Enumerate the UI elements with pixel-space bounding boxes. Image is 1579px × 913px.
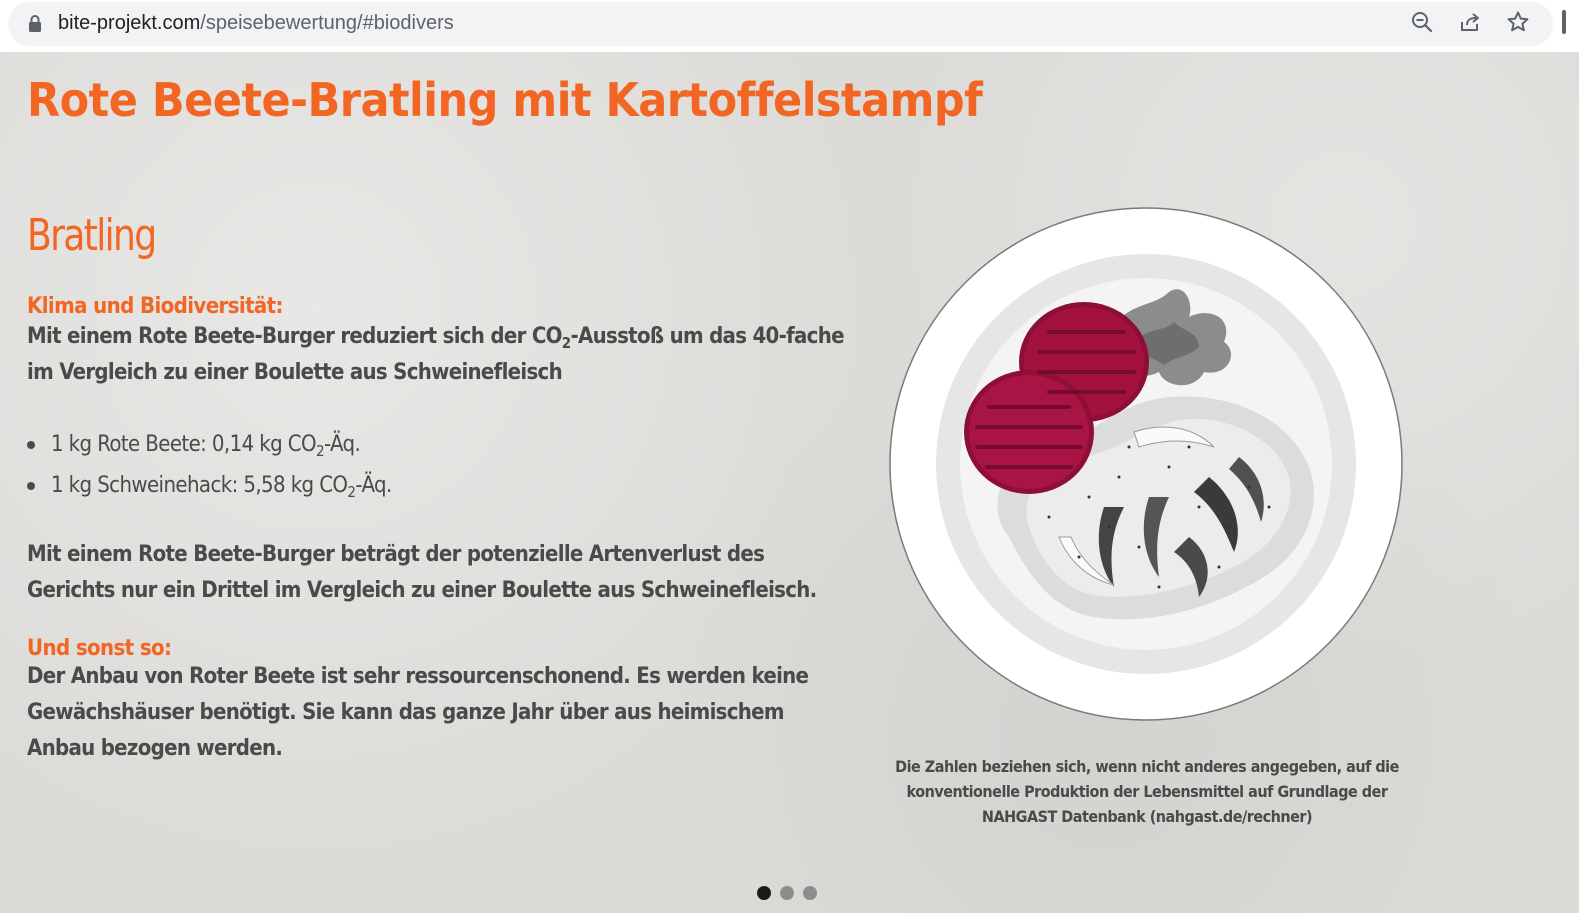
climate-intro-sub: 2 bbox=[561, 334, 571, 352]
share-icon[interactable] bbox=[1458, 10, 1482, 34]
biodiversity-text: Mit einem Rote Beete-Burger beträgt der potenzielle Artenverlust des Gerichts nur ein Drittel im Vergleich zu einer Boulette aus Schweinefleisch. bbox=[27, 542, 817, 603]
lock-icon[interactable] bbox=[26, 14, 44, 34]
other-heading: Und sonst so: bbox=[27, 636, 172, 661]
browser-toolbar bbox=[0, 0, 1579, 52]
carousel-dot-2[interactable] bbox=[780, 886, 794, 900]
carousel-dot-1[interactable] bbox=[757, 886, 771, 900]
climate-intro-after: -Ausstoß um das 40-fache im Vergleich zu einer Boulette aus Schweinefleisch bbox=[27, 324, 844, 385]
other-text: Der Anbau von Roter Beete ist sehr ressourcenschonend. Es werden keine Gewächshäuser benötigt. Sie kann das ganze Jahr über aus heimischem Anbau bezogen werden. bbox=[27, 664, 809, 761]
page-title: Rote Beete-Bratling mit Kartoffelstampf bbox=[27, 74, 983, 128]
list-item bbox=[27, 465, 857, 506]
emission-list bbox=[27, 424, 857, 506]
page-content bbox=[0, 52, 1579, 913]
carousel-pagination bbox=[757, 886, 817, 900]
bullet-sub: 2 bbox=[347, 483, 356, 501]
carousel-dot-3[interactable] bbox=[803, 886, 817, 900]
address-bar[interactable] bbox=[8, 2, 1553, 46]
url-path: /speisebewertung/#biodivers bbox=[200, 12, 454, 34]
climate-intro-before: Mit einem Rote Beete-Burger reduziert sich der CO bbox=[27, 324, 562, 349]
section-title: Bratling bbox=[27, 210, 156, 261]
climate-heading: Klima und Biodiversität: bbox=[27, 294, 283, 319]
other-section bbox=[27, 636, 827, 767]
bullet-sub: 2 bbox=[315, 442, 324, 460]
plate-illustration bbox=[889, 207, 1404, 722]
climate-intro bbox=[27, 319, 847, 391]
bullet-text: 1 kg Schweinehack: 5,58 kg CO bbox=[51, 473, 348, 498]
zoom-out-icon[interactable] bbox=[1410, 10, 1434, 34]
bullet-text: 1 kg Rote Beete: 0,14 kg CO bbox=[51, 432, 316, 457]
url-domain: bite-projekt.com bbox=[58, 12, 201, 34]
star-icon[interactable] bbox=[1506, 10, 1530, 34]
bullet-unit: -Äq. bbox=[323, 432, 361, 457]
menu-icon[interactable] bbox=[1562, 10, 1566, 34]
url-text[interactable] bbox=[58, 12, 454, 35]
climate-section bbox=[27, 294, 857, 391]
data-source-caption: Die Zahlen beziehen sich, wenn nicht anderes angegeben, auf die konventionelle Produktion der Lebensmittel auf Grundlage der NAHGAST Datenbank (nahgast.de/rechner) bbox=[895, 757, 1399, 826]
bullet-unit: -Äq. bbox=[355, 473, 392, 498]
list-item bbox=[27, 424, 857, 465]
